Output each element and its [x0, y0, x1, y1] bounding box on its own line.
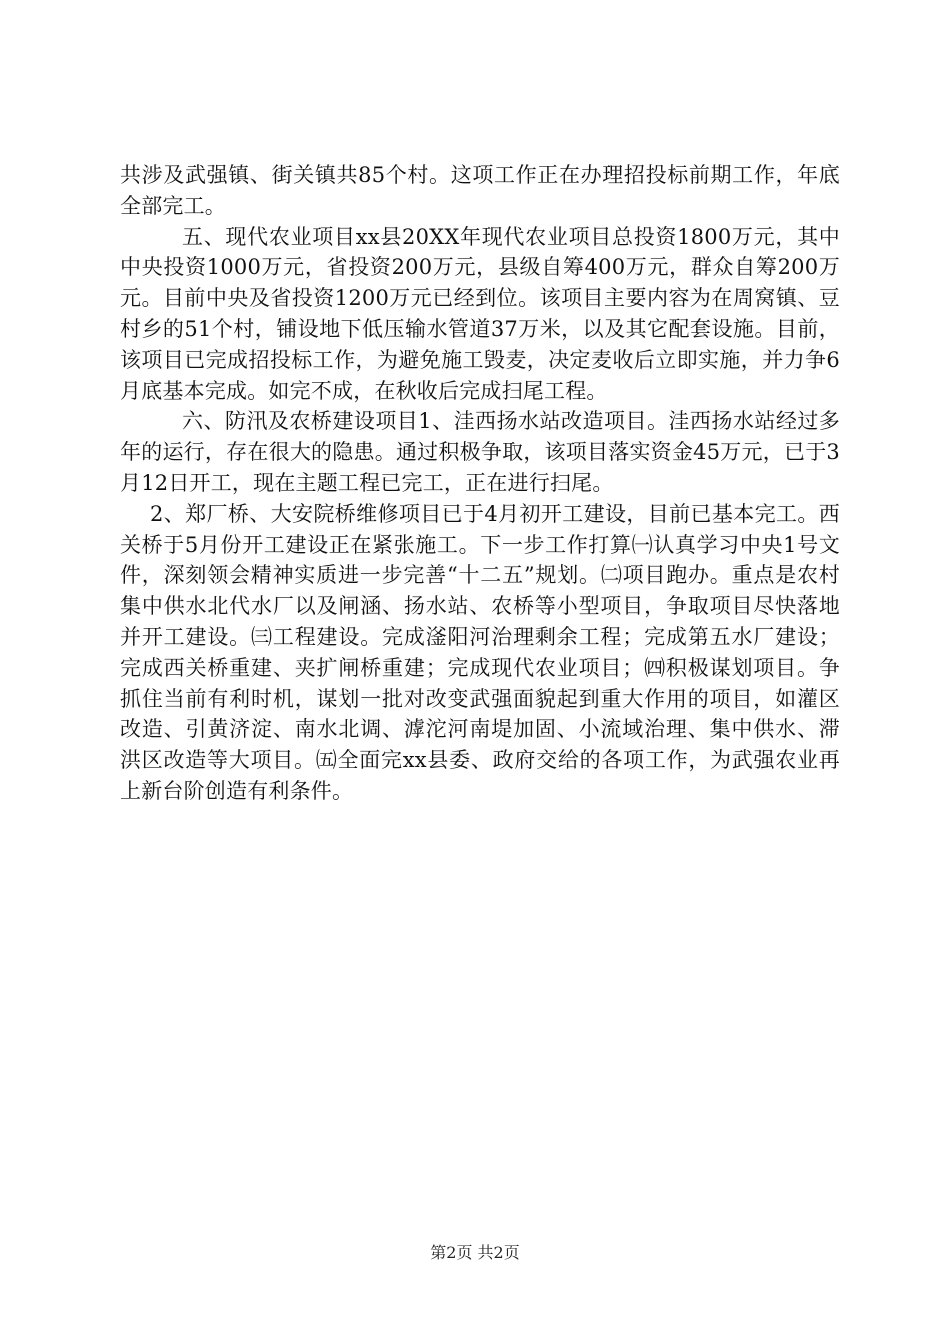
- page-footer: 第2页 共2页: [430, 1243, 520, 1262]
- paragraph-modern-agriculture: 五、现代农业项目xx县20XX年现代农业项目总投资1800万元，其中中央投资1000万元，省投资200万元，县级自筹400万元，群众自筹200万元。目前中央及省投资1200万元已经到位。该项目主要内容为在周窝镇、豆村乡的51个村，铺设地下低压输水管道37万米，以及其它配套设施。目前，该项目已完成招投标工作，为避免施工毁麦，决定麦收后立即实施，并力争6月底基本完成。如完不成，在秋收后完成扫尾工程。: [120, 224, 840, 403]
- paragraph-bridge-repair-plans: 2、郑厂桥、大安院桥维修项目已于4月初开工建设，目前已基本完工。西关桥于5月份开工建设正在紧张施工。下一步工作打算㈠认真学习中央1号文件，深刻领会精神实质进一步完善“十二五”规划。㈡项目跑办。重点是农村集中供水北代水厂以及闸涵、扬水站、农桥等小型项目，争取项目尽快落地并开工建设。㈢工程建设。完成滏阳河治理剩余工程；完成第五水厂建设；完成西关桥重建、夹扩闸桥重建；完成现代农业项目；㈣积极谋划项目。争抓住当前有利时机，谋划一批对改变武强面貌起到重大作用的项目，如灌区改造、引黄济淀、南水北调、滹沱河南堤加固、小流域治理、集中供水、滞洪区改造等大项目。㈤全面完xx县委、政府交给的各项工作，为武强农业再上新台阶创造有利条件。: [120, 501, 840, 803]
- paragraph-continuation: 共涉及武强镇、街关镇共85个村。这项工作正在办理招投标前期工作，年底全部完工。: [120, 163, 840, 218]
- document-body: [120, 160, 840, 807]
- paragraph-flood-control: 六、防汛及农桥建设项目1、洼西扬水站改造项目。洼西扬水站经过多年的运行，存在很大的隐患。通过积极争取，该项目落实资金45万元，已于3月12日开工，现在主题工程已完工，正在进行扫尾。: [120, 409, 840, 495]
